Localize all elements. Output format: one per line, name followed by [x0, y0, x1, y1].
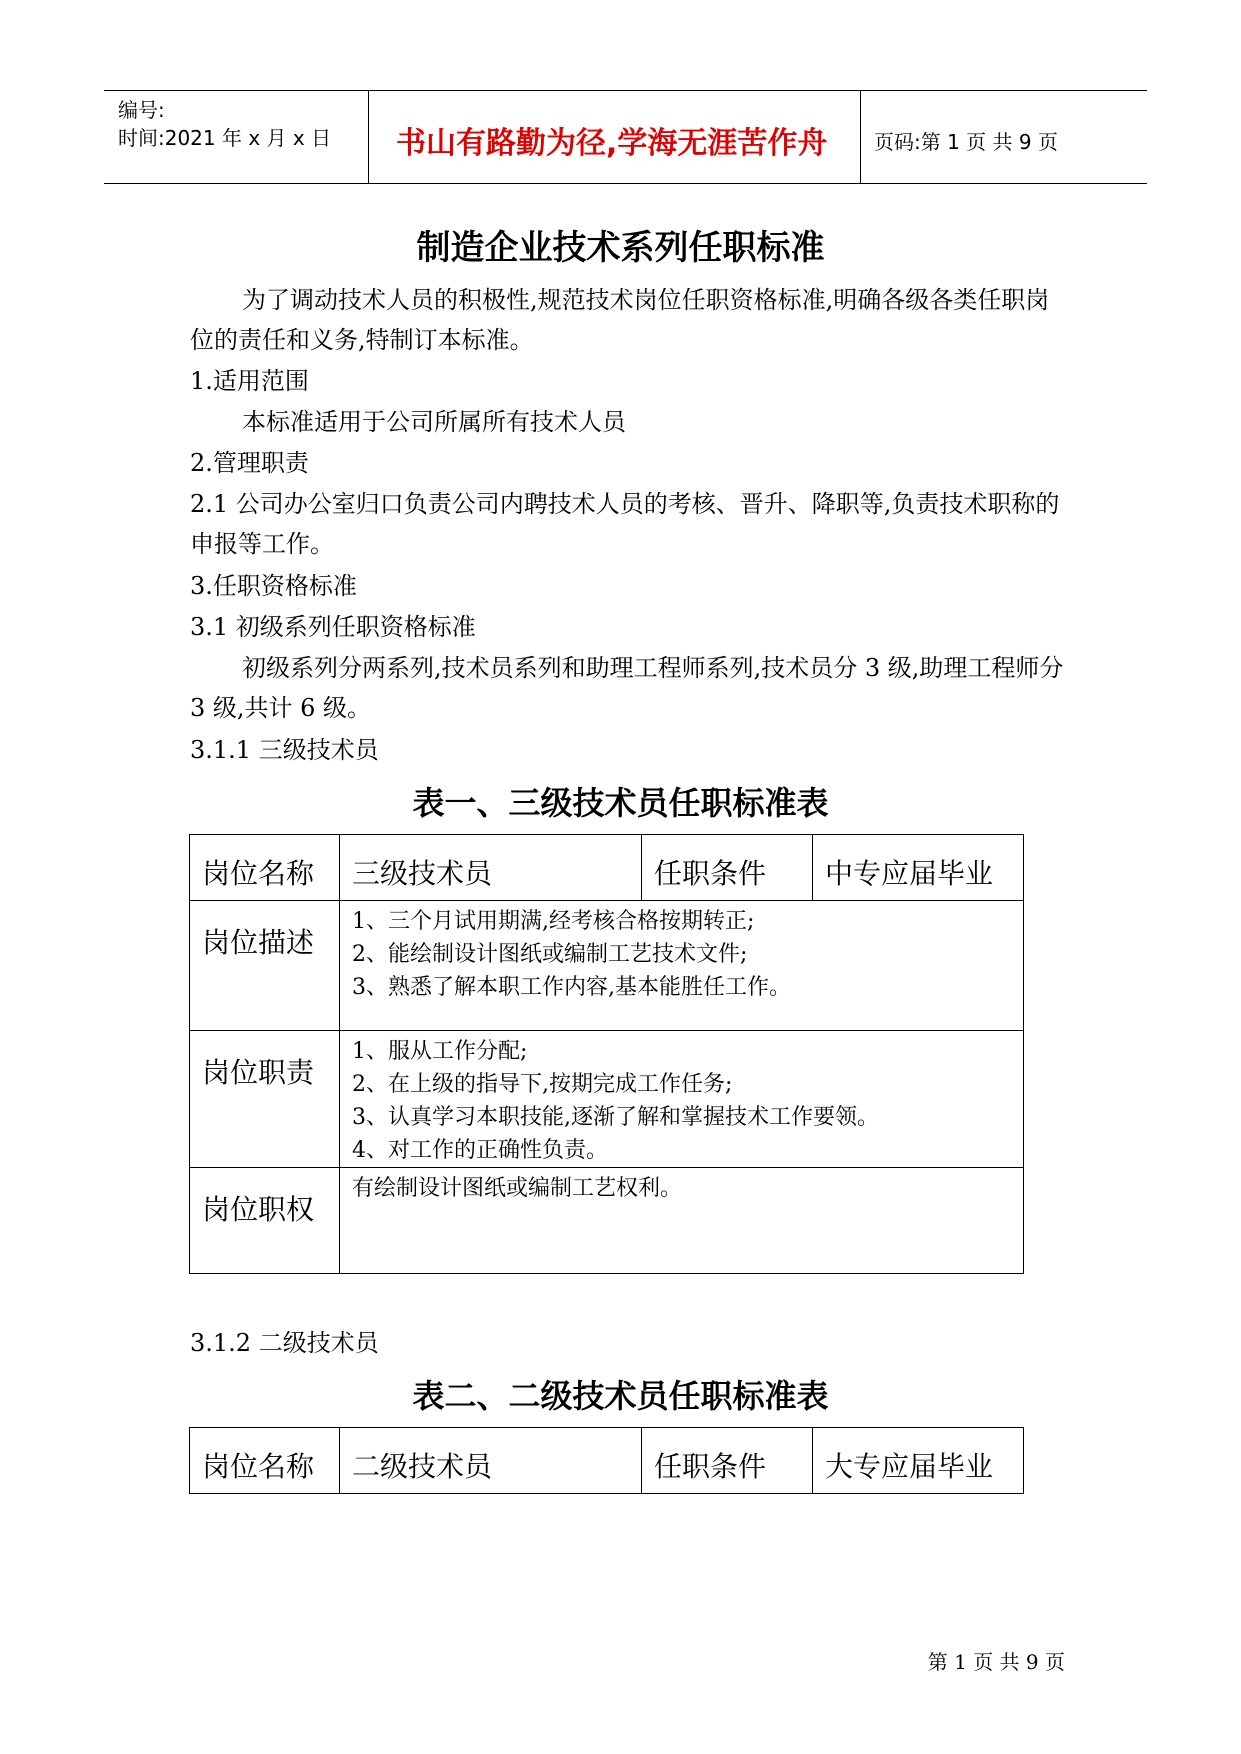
doc-number-label: 编号:	[118, 98, 165, 122]
section-2-1-paragraph: 2.1 公司办公室归口负责公司内聘技术人员的考核、晋升、降职等,负责技术职称的申报等工作。	[190, 490, 1060, 558]
list-item: 1、三个月试用期满,经考核合格按期转正;	[352, 909, 755, 934]
table-1-name-label: 岗位名称	[190, 835, 340, 901]
table-2	[189, 1427, 1024, 1494]
table-2-name-label: 岗位名称	[190, 1428, 340, 1494]
list-item: 1、服从工作分配;	[352, 1039, 528, 1064]
table-2-cond-label: 任职条件	[642, 1428, 813, 1494]
page-footer: 第 1 页 共 9 页	[927, 1650, 1065, 1674]
section-3-1-paragraph: 初级系列分两系列,技术员系列和助理工程师系列,技术员分 3 级,助理工程师分 3 级,共计 6 级。	[190, 654, 1064, 722]
doc-time-label: 时间:2021 年 x 月 x 日	[118, 126, 332, 150]
header-page-label: 页码:第 1 页 共 9 页	[874, 130, 1058, 154]
header-divider-left	[368, 90, 369, 184]
intro-paragraph: 为了调动技术人员的积极性,规范技术岗位任职资格标准,明确各级各类任职岗位的责任和义务,特制订本标准。	[190, 286, 1050, 354]
section-2-heading: 2.管理职责	[190, 449, 309, 477]
list-item: 3、认真学习本职技能,逐渐了解和掌握技术工作要领。	[352, 1105, 879, 1130]
header-top-rule	[104, 90, 1147, 91]
header-bottom-rule	[104, 183, 1147, 184]
section-3-1-heading: 3.1 初级系列任职资格标准	[190, 613, 476, 641]
list-item: 4、对工作的正确性负责。	[352, 1138, 608, 1163]
list-item: 2、在上级的指导下,按期完成工作任务;	[352, 1072, 733, 1097]
table-1-title: 表一、三级技术员任职标准表	[412, 784, 829, 822]
document-title: 制造企业技术系列任职标准	[416, 228, 825, 268]
list-item: 2、能绘制设计图纸或编制工艺技术文件;	[352, 942, 748, 967]
table-1-duty-label: 岗位职责	[190, 1031, 340, 1168]
header-divider-right	[860, 90, 861, 184]
table-1-cond-label: 任职条件	[642, 835, 813, 901]
table-1-right-value: 有绘制设计图纸或编制工艺权利。	[340, 1168, 1024, 1274]
section-3-1-2-heading: 3.1.2 二级技术员	[190, 1329, 379, 1357]
section-3-heading: 3.任职资格标准	[190, 572, 357, 600]
table-2-title: 表二、二级技术员任职标准表	[412, 1377, 829, 1415]
table-1-right-label: 岗位职权	[190, 1168, 340, 1274]
table-2-cond-value: 大专应届毕业	[813, 1428, 1024, 1494]
table-1-desc-label: 岗位描述	[190, 901, 340, 1031]
table-2-name-value: 二级技术员	[340, 1428, 642, 1494]
table-1-name-value: 三级技术员	[340, 835, 642, 901]
section-1-body: 本标准适用于公司所属所有技术人员	[242, 408, 626, 436]
table-1	[189, 834, 1024, 1274]
list-item: 3、熟悉了解本职工作内容,基本能胜任工作。	[352, 975, 791, 1000]
section-1-heading: 1.适用范围	[190, 367, 309, 395]
section-3-1-1-heading: 3.1.1 三级技术员	[190, 736, 379, 764]
table-1-desc-list	[340, 901, 1024, 1031]
table-1-duty-list	[340, 1031, 1024, 1168]
header-motto: 书山有路勤为径,学海无涯苦作舟	[396, 126, 828, 161]
table-1-cond-value: 中专应届毕业	[813, 835, 1024, 901]
